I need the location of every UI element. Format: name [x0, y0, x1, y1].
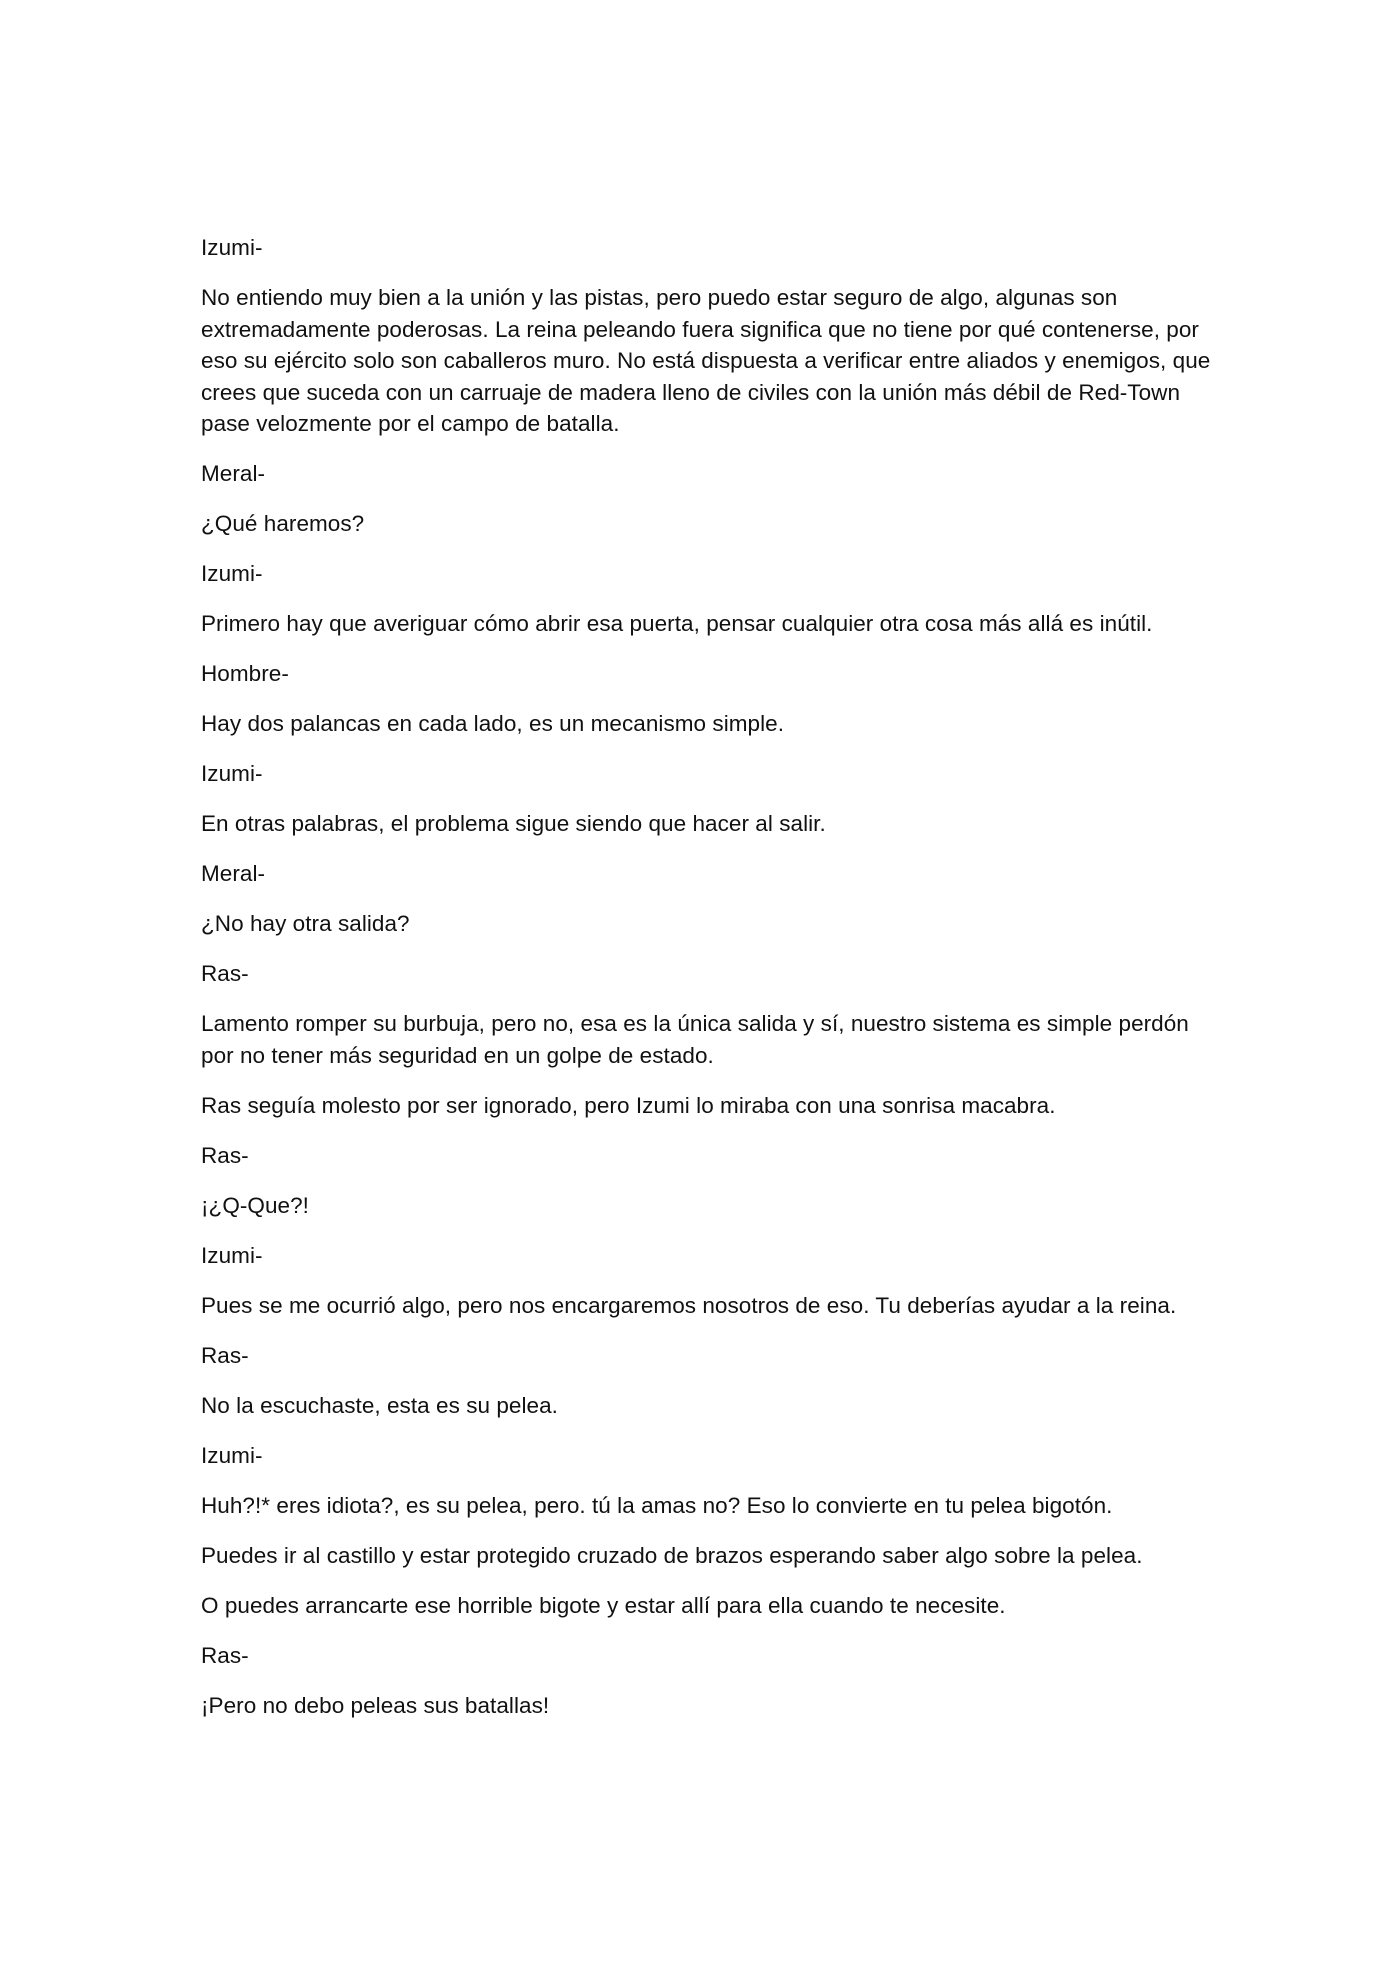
dialogue-paragraph: ¿No hay otra salida?	[201, 911, 410, 936]
speaker-label: Izumi-	[201, 561, 263, 586]
dialogue-paragraph: En otras palabras, el problema sigue siendo que hacer al salir.	[201, 811, 826, 836]
speaker-label: Ras-	[201, 1642, 249, 1668]
dialogue-paragraph: ¡¿Q-Que?!	[201, 1192, 309, 1218]
narration-paragraph: Ras seguía molesto por ser ignorado, pero Izumi lo miraba con una sonrisa macabra.	[201, 1092, 1056, 1118]
speaker-label: Ras-	[201, 1342, 249, 1368]
dialogue-paragraph: No entiendo muy bien a la unión y las pistas, pero puedo estar seguro de algo, algunas son extremadamente poderosas. La reina peleando fuera significa que no tiene por qué contenerse, por eso su ejército solo son caballeros muro. No está dispuesta a verificar entre aliados y enemigos, que crees que suceda con un carruaje de madera lleno de civiles con la unión más débil de Red-Town pase velozmente por el campo de batalla.	[201, 285, 1211, 436]
speaker-label: Ras-	[201, 961, 249, 986]
dialogue-paragraph: Primero hay que averiguar cómo abrir esa puerta, pensar cualquier otra cosa más allá es inútil.	[201, 611, 1153, 636]
speaker-label: Hombre-	[201, 661, 289, 686]
speaker-label: Izumi-	[201, 1242, 263, 1268]
dialogue-paragraph: No la escuchaste, esta es su pelea.	[201, 1392, 558, 1418]
document-body	[201, 232, 1211, 1740]
speaker-label: Meral-	[201, 861, 266, 886]
speaker-label: Izumi-	[201, 1442, 263, 1468]
dialogue-paragraph: Lamento romper su burbuja, pero no, esa es la única salida y sí, nuestro sistema es simple perdón por no tener más seguridad en un golpe de estado.	[201, 1011, 1189, 1068]
speaker-label: Izumi-	[201, 235, 263, 260]
speaker-label: Izumi-	[201, 761, 263, 786]
dialogue-paragraph: Puedes ir al castillo y estar protegido cruzado de brazos esperando saber algo sobre la pelea.	[201, 1542, 1143, 1568]
dialogue-paragraph: O puedes arrancarte ese horrible bigote y estar allí para ella cuando te necesite.	[201, 1592, 1006, 1618]
dialogue-paragraph: ¡Pero no debo peleas sus batallas!	[201, 1692, 550, 1718]
dialogue-paragraph: Huh?!* eres idiota?, es su pelea, pero. tú la amas no? Eso lo convierte en tu pelea bigotón.	[201, 1492, 1113, 1518]
dialogue-paragraph: Pues se me ocurrió algo, pero nos encargaremos nosotros de eso. Tu deberías ayudar a la reina.	[201, 1292, 1177, 1318]
dialogue-paragraph: Hay dos palancas en cada lado, es un mecanismo simple.	[201, 711, 785, 736]
dialogue-paragraph: ¿Qué haremos?	[201, 511, 365, 536]
speaker-label: Ras-	[201, 1142, 249, 1168]
speaker-label: Meral-	[201, 461, 266, 486]
